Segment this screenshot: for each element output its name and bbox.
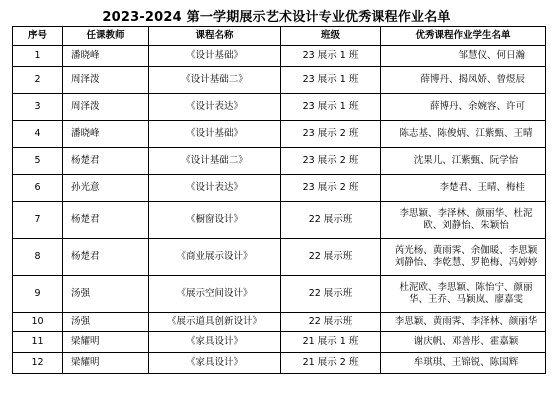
row-no: 5	[13, 148, 63, 175]
header-no: 序号	[13, 27, 63, 46]
row-class: 22 展示班	[281, 276, 381, 313]
row-course: 《橱窗设计》	[149, 202, 281, 239]
row-class: 22 展示班	[281, 313, 381, 332]
row-no: 10	[13, 313, 63, 332]
table-row	[13, 67, 546, 94]
table-row	[13, 121, 546, 148]
row-students: 芮光杨、黄雨霁、余伽暖、李思颖 刘静怡、李乾慧、罗艳梅、冯婷婷	[381, 239, 546, 276]
row-teacher: 杨楚君	[63, 148, 149, 175]
row-no: 6	[13, 175, 63, 202]
row-teacher: 杨楚君	[63, 202, 149, 239]
row-teacher: 孙光意	[63, 175, 149, 202]
header-teacher: 任课教师	[63, 27, 149, 46]
header-course: 课程名称	[149, 27, 281, 46]
row-students: 沈果儿、江紫甄、阮学怡	[381, 148, 546, 175]
row-class: 21 展示 2 班	[281, 353, 381, 374]
row-class: 21 展示 1 班	[281, 332, 381, 353]
table-row	[13, 313, 546, 332]
row-course: 《展示道具创新设计》	[149, 313, 281, 332]
row-course: 《展示空间设计》	[149, 276, 281, 313]
award-list-table	[12, 26, 546, 374]
row-course: 《设计基础》	[149, 121, 281, 148]
table-row	[13, 46, 546, 67]
row-course: 《设计基础》	[149, 46, 281, 67]
document-title: 2023-2024 第一学期展示艺术设计专业优秀课程作业名单	[102, 10, 451, 25]
row-class: 23 展示 2 班	[281, 148, 381, 175]
row-students: 李楚君、王晴、梅桂	[381, 175, 546, 202]
table-row	[13, 148, 546, 175]
row-course: 《设计基础二》	[149, 67, 281, 94]
row-class: 22 展示班	[281, 239, 381, 276]
row-students: 牟琪琪、王锦锐、陈国辉	[381, 353, 546, 374]
row-course: 《家具设计》	[149, 353, 281, 374]
row-no: 2	[13, 67, 63, 94]
row-class: 23 展示 2 班	[281, 121, 381, 148]
table-row	[13, 353, 546, 374]
row-students: 陈志基、陈俊炳、江紫甄、王晴	[381, 121, 546, 148]
row-no: 4	[13, 121, 63, 148]
row-course: 《设计表达》	[149, 175, 281, 202]
row-students: 李思颖、黄雨霁、李泽林、颜丽华	[381, 313, 546, 332]
row-no: 11	[13, 332, 63, 353]
row-students: 谢庆帆、邓善彤、霍嘉颖	[381, 332, 546, 353]
table-row	[13, 332, 546, 353]
row-teacher: 梁耀明	[63, 353, 149, 374]
table-row	[13, 276, 546, 313]
row-no: 3	[13, 94, 63, 121]
row-class: 23 展示 2 班	[281, 175, 381, 202]
row-class: 23 展示 1 班	[281, 94, 381, 121]
table-row	[13, 94, 546, 121]
row-course: 《商业展示设计》	[149, 239, 281, 276]
row-no: 1	[13, 46, 63, 67]
row-course: 《设计表达》	[149, 94, 281, 121]
row-course: 《设计基础二》	[149, 148, 281, 175]
table-row	[13, 202, 546, 239]
table-row	[13, 239, 546, 276]
row-teacher: 潘晓峰	[63, 121, 149, 148]
row-class: 23 展示 1 班	[281, 67, 381, 94]
table-row	[13, 175, 546, 202]
row-no: 9	[13, 276, 63, 313]
row-no: 8	[13, 239, 63, 276]
row-no: 12	[13, 353, 63, 374]
row-class: 22 展示班	[281, 202, 381, 239]
header-class: 班级	[281, 27, 381, 46]
row-students: 邹慧仪、何日瀚	[381, 46, 546, 67]
row-students: 李思颖、李泽林、颜丽华、杜泥欧、刘静怡、朱颖怡	[381, 202, 546, 239]
row-course: 《家具设计》	[149, 332, 281, 353]
row-students: 薛博丹、揭凤娇、曾煜辰	[381, 67, 546, 94]
row-teacher: 汤强	[63, 276, 149, 313]
header-students: 优秀课程作业学生名单	[381, 27, 546, 46]
row-teacher: 周泽泼	[63, 67, 149, 94]
row-teacher: 周泽泼	[63, 94, 149, 121]
table-header-row	[13, 27, 546, 46]
row-teacher: 潘晓峰	[63, 46, 149, 67]
row-teacher: 杨楚君	[63, 239, 149, 276]
row-teacher: 梁耀明	[63, 332, 149, 353]
row-class: 23 展示 1 班	[281, 46, 381, 67]
row-students: 杜泥欧、李思颖、陈怡宁、颜丽华、王乔、马颖岚、廖嘉雯	[381, 276, 546, 313]
row-no: 7	[13, 202, 63, 239]
row-students: 薛博丹、余婉容、许可	[381, 94, 546, 121]
row-teacher: 汤强	[63, 313, 149, 332]
